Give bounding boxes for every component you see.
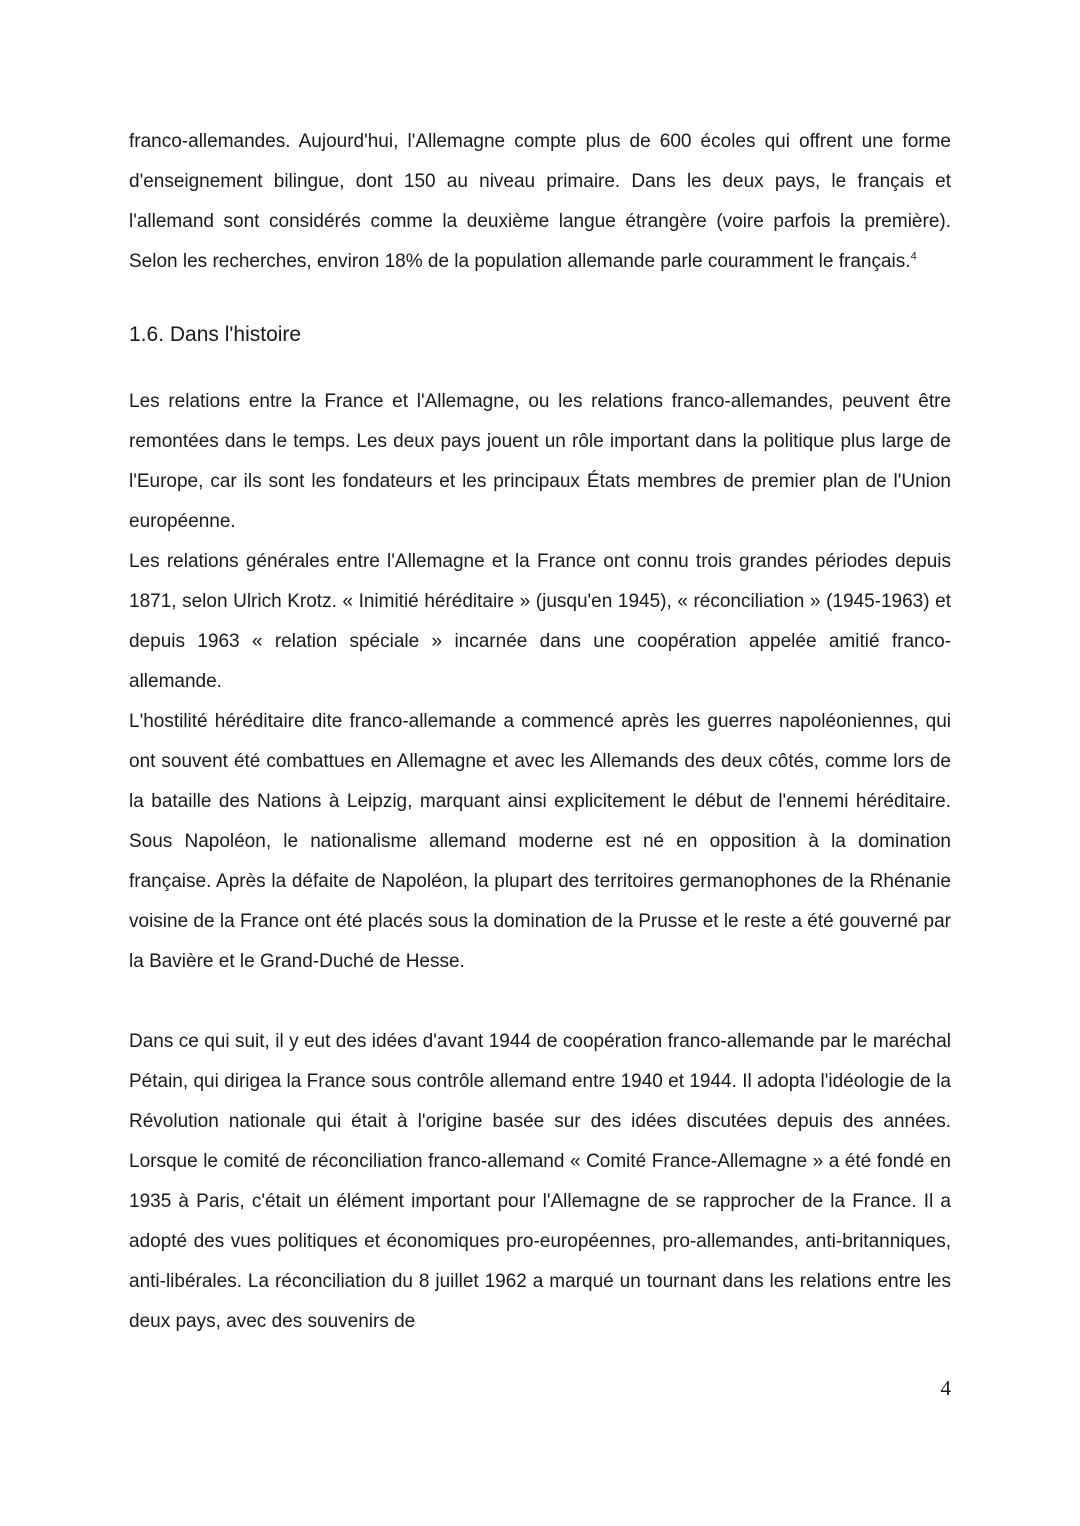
paragraph-cooperation: Dans ce qui suit, il y eut des idées d'avant 1944 de coopération franco-allemande par le maréchal Pétain, qui dirigea la France sous contrôle allemand entre 1940 et 1944. Il adopta l'idéologie de la Révolution nationale qui était à l'origine basée sur des idées discutées depuis des années. Lorsque le comité de réconciliation franco-allemand « Comité France-Allemagne » a été fondé en 1935 à Paris, c'était un élément important pour l'Allemagne de se rapprocher de la France. Il a adopté des vues politiques et économiques pro-européennes, pro-allemandes, anti-britanniques, anti-libérales. La réconciliation du 8 juillet 1962 a marqué un tournant dans les relations entre les deux pays, avec des souvenirs de [129, 1031, 951, 1332]
intro-paragraph [129, 122, 951, 282]
footnote-reference: 4 [910, 250, 917, 263]
page-number: 4 [940, 1376, 951, 1400]
intro-paragraph-text: franco-allemandes. Aujourd'hui, l'Allemagne compte plus de 600 écoles qui offrent une forme d'enseignement bilingue, dont 150 au niveau primaire. Dans les deux pays, le français et l'allemand sont considérés comme la deuxième langue étrangère (voire parfois la première). Selon les recherches, environ 18% de la population allemande parle couramment le français. [129, 131, 951, 272]
paragraph-relations: Les relations entre la France et l'Allemagne, ou les relations franco-allemandes, peuvent être remontées dans le temps. Les deux pays jouent un rôle important dans la politique plus large de l'Europe, car ils sont les fondateurs et les principaux États membres de premier plan de l'Union européenne. [129, 391, 951, 532]
paragraph-periods: Les relations générales entre l'Allemagne et la France ont connu trois grandes périodes depuis 1871, selon Ulrich Krotz. « Inimitié héréditaire » (jusqu'en 1945), « réconciliation » (1945-1963) et depuis 1963 « relation spéciale » incarnée dans une coopération appelée amitié franco-allemande. [129, 551, 951, 692]
document-page [129, 122, 951, 1342]
section-heading: 1.6. Dans l'histoire [129, 323, 302, 346]
paragraph-hostility: L'hostilité héréditaire dite franco-allemande a commencé après les guerres napoléoniennes, qui ont souvent été combattues en Allemagne et avec les Allemands des deux côtés, comme lors de la bataille des Nations à Leipzig, marquant ainsi explicitement le début de l'ennemi héréditaire. Sous Napoléon, le nationalisme allemand moderne est né en opposition à la domination française. Après la défaite de Napoléon, la plupart des territoires germanophones de la Rhénanie voisine de la France ont été placés sous la domination de la Prusse et le reste a été gouverné par la Bavière et le Grand-Duché de Hesse. [129, 711, 951, 972]
paragraph-spacer [129, 982, 951, 1022]
